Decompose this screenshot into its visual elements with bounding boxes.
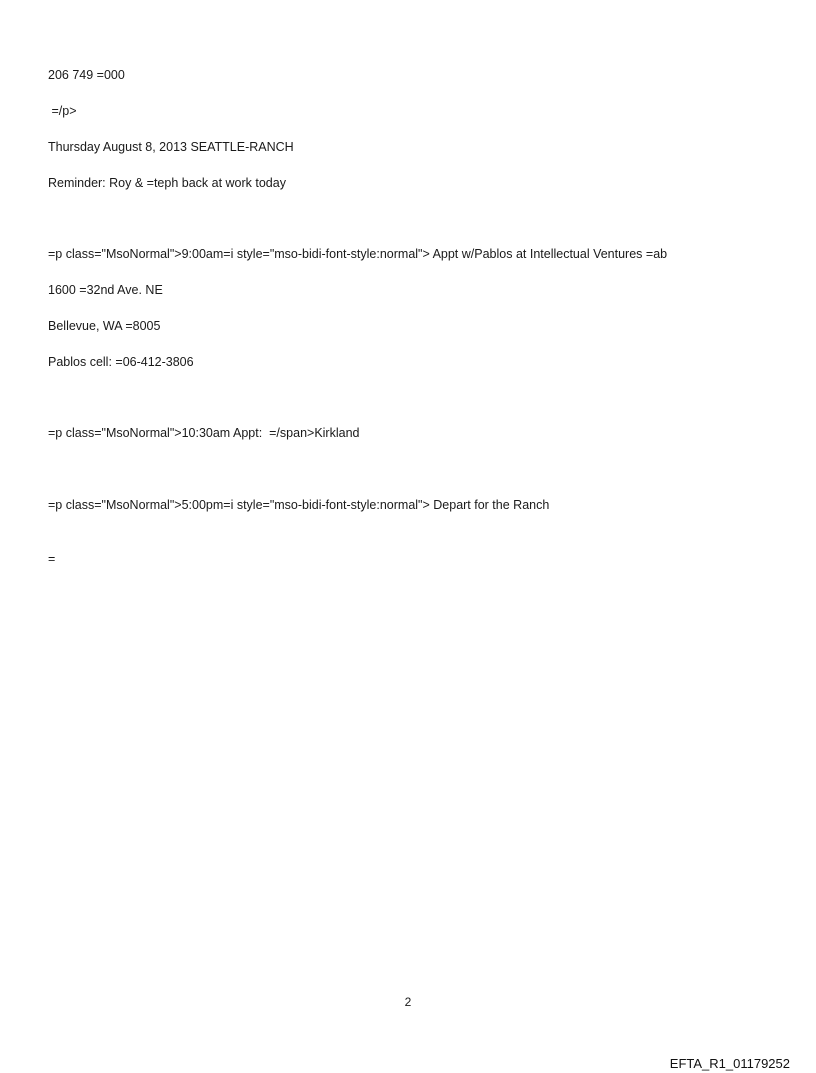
appointment-line-2: =p class="MsoNormal">10:30am Appt: =/span>Kirkland [48,426,360,440]
stray-markup-line: =/p> [48,104,77,118]
phone-number-line: 206 749 =000 [48,68,125,82]
reminder-line: Reminder: Roy & =teph back at work today [48,176,286,190]
appointment-line-3: =p class="MsoNormal">5:00pm=i style="mso-bidi-font-style:normal"> Depart for the Ranch [48,498,550,512]
trailing-equals-line: = [48,552,56,566]
address-street-line: 1600 =32nd Ave. NE [48,283,163,297]
cell-phone-line: Pablos cell: =06-412-3806 [48,355,194,369]
date-heading-line: Thursday August 8, 2013 SEATTLE-RANCH [48,140,294,154]
address-city-line: Bellevue, WA =8005 [48,319,161,333]
page-number: 2 [404,995,412,1009]
appointment-line-1: =p class="MsoNormal">9:00am=i style="mso-bidi-font-style:normal"> Appt w/Pablos at Intellectual Ventures =ab [48,247,668,261]
document-id: EFTA_R1_01179252 [669,1056,790,1071]
